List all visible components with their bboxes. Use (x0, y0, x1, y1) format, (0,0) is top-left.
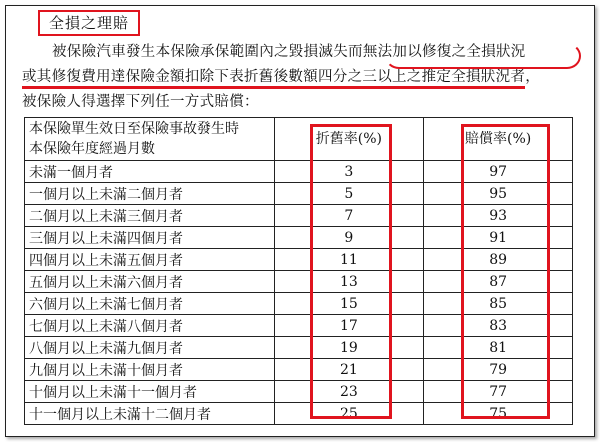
depreciation-cell: 3 (274, 161, 424, 183)
compensation-cell: 79 (424, 359, 573, 381)
constructive-loss-highlight: 或其修復費用達保險金額扣除下表折舊後數額四分之三以上之推定全損狀況者 (22, 69, 525, 89)
depreciation-cell: 7 (274, 205, 424, 227)
period-header-line-2: 本保險年度經過月數 (29, 141, 155, 157)
table-row (25, 183, 573, 205)
depreciation-table (24, 117, 573, 425)
table-row (25, 315, 573, 337)
table-row (25, 337, 573, 359)
period-cell: 九個月以上未滿十個月者 (25, 359, 275, 381)
compensation-cell: 83 (424, 315, 573, 337)
table-row (25, 403, 573, 425)
depreciation-cell: 15 (274, 293, 424, 315)
table-row (25, 381, 573, 403)
paragraph-line-2 (22, 65, 578, 90)
table-row (25, 205, 573, 227)
depreciation-cell: 19 (274, 337, 424, 359)
period-cell: 十個月以上未滿十一個月者 (25, 381, 275, 403)
compensation-cell: 87 (424, 271, 573, 293)
compensation-cell: 97 (424, 161, 573, 183)
period-cell: 八個月以上未滿九個月者 (25, 337, 275, 359)
period-cell: 五個月以上未滿六個月者 (25, 271, 275, 293)
depreciation-cell: 5 (274, 183, 424, 205)
period-header (25, 118, 275, 161)
paragraph-line-1 (22, 40, 578, 65)
paragraph-line-2-end: ， (525, 69, 541, 85)
depreciation-cell: 11 (274, 249, 424, 271)
paragraph-line-1-text: 被保險汽車發生本保險承保範圍內之毀損滅失而 (52, 44, 363, 60)
compensation-cell: 75 (424, 403, 573, 425)
table-header-row (25, 118, 573, 161)
depreciation-header: 折舊率(%) (274, 118, 424, 161)
table-row (25, 271, 573, 293)
table-row (25, 249, 573, 271)
table-row (25, 161, 573, 183)
depreciation-cell: 17 (274, 315, 424, 337)
depreciation-cell: 21 (274, 359, 424, 381)
period-cell: 十一個月以上未滿十二個月者 (25, 403, 275, 425)
period-cell: 七個月以上未滿八個月者 (25, 315, 275, 337)
compensation-cell: 81 (424, 337, 573, 359)
compensation-cell: 91 (424, 227, 573, 249)
period-cell: 一個月以上未滿二個月者 (25, 183, 275, 205)
table-row (25, 359, 573, 381)
period-header-line-1: 本保險單生效日至保險事故發生時 (29, 121, 239, 137)
depreciation-cell: 25 (274, 403, 424, 425)
depreciation-cell: 13 (274, 271, 424, 293)
period-cell: 六個月以上未滿七個月者 (25, 293, 275, 315)
depreciation-cell: 9 (274, 227, 424, 249)
compensation-cell: 95 (424, 183, 573, 205)
compensation-cell: 93 (424, 205, 573, 227)
period-cell: 四個月以上未滿五個月者 (25, 249, 275, 271)
total-loss-highlight: 無法加以修復之全損狀況 (362, 44, 526, 60)
period-cell: 三個月以上未滿四個月者 (25, 227, 275, 249)
period-cell: 二個月以上未滿三個月者 (25, 205, 275, 227)
paragraph-line-3: 被保險人得選擇下列任一方式賠償： (22, 94, 259, 110)
compensation-cell: 85 (424, 293, 573, 315)
compensation-cell: 77 (424, 381, 573, 403)
table-row (25, 293, 573, 315)
depreciation-cell: 23 (274, 381, 424, 403)
clause-paragraph (22, 40, 578, 115)
compensation-cell: 89 (424, 249, 573, 271)
table-row (25, 227, 573, 249)
period-cell: 未滿一個月者 (25, 161, 275, 183)
compensation-header: 賠償率(%) (424, 118, 573, 161)
section-title: 全損之理賠 (38, 10, 140, 36)
